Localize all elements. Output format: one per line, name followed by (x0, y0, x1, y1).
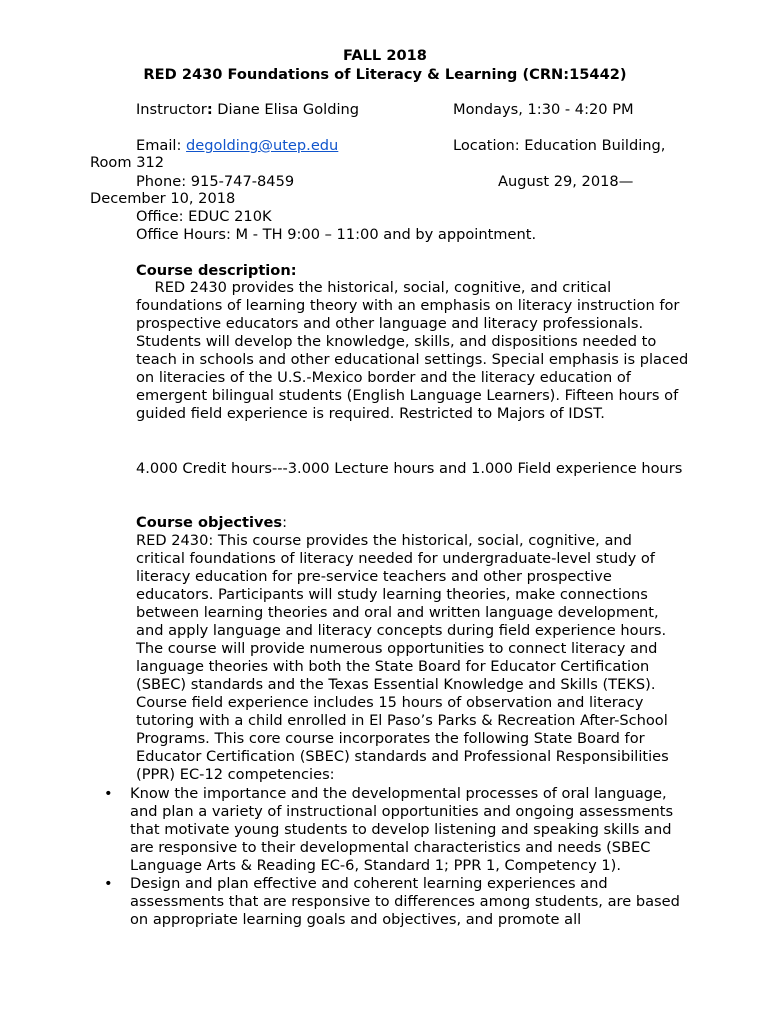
email-line (136, 137, 338, 155)
instructor-label: Instructor (136, 101, 207, 118)
list-item (100, 785, 680, 875)
credit-hours: 4.000 Credit hours---3.000 Lecture hours and 1.000 Field experience hours (136, 460, 683, 477)
phone-line: Phone: 915-747-8459 (136, 173, 295, 190)
dates-line-2: December 10, 2018 (90, 190, 236, 207)
dates-line-1: August 29, 2018— (498, 173, 634, 190)
list-item-text: Know the importance and the developmental processes of oral language, and plan a variety of instructional opportunities and ongoing assessments that motivate young students to develop listening and speaking skills and are responsive to their developmental characteristics and needs (SBEC Language Arts & Reading EC-6, Standard 1; PPR 1, Competency 1). (130, 785, 674, 874)
competency-list (100, 785, 700, 929)
objectives-colon: : (282, 514, 288, 531)
instructor-colon: : (206, 101, 213, 118)
list-item-text: Design and plan effective and coherent learning experiences and assessments that are responsive to differences among students, are based on appropriate learning goals and objectives, and promote all (130, 875, 680, 928)
email-link[interactable]: degolding@utep.edu (186, 137, 339, 154)
description-body: RED 2430 provides the historical, social, cognitive, and critical foundations of learning theory with an emphasis on literacy instruction for prospective educators and other language and literacy professionals. Students will develop the knowledge, skills, and dispositions needed to teach in schools and other educational settings. Special emphasis is placed on literacies of the U.S.-Mexico border and the literacy education of emergent bilingual students (English Language Learners). Fifteen hours of guided field experience is required. Restricted to Majors of IDST. (136, 279, 689, 422)
objectives-body: RED 2430: This course provides the historical, social, cognitive, and critical foundations of literacy needed for undergraduate-level study of literacy education for pre-service teachers and other prospective educators. Participants will study learning theories, make connections between learning theories and oral and written language development, and apply language and literacy concepts during field experience hours. The course will provide numerous opportunities to connect literacy and language theories with both the State Board for Educator Certification (SBEC) standards and the Texas Essential Knowledge and Skills (TEKS). Course field experience includes 15 hours of observation and literacy tutoring with a child enrolled in El Paso’s Parks & Recreation After-School Programs. This core course incorporates the following State Board for Educator Certification (SBEC) standards and Professional Responsibilities (PPR) EC-12 competencies: (136, 532, 669, 783)
bullet-icon: • (104, 875, 113, 892)
objectives-heading: Course objectives (136, 514, 283, 531)
description-heading: Course description: (136, 262, 297, 279)
location-line-1: Location: Education Building, (453, 137, 666, 154)
instructor-name: Diane Elisa Golding (212, 101, 360, 118)
location-line-2: Room 312 (90, 154, 165, 171)
bullet-icon: • (104, 785, 113, 802)
term-heading: FALL 2018 (343, 47, 427, 64)
instructor-line (136, 101, 359, 119)
email-label: Email: (136, 137, 187, 154)
list-item (100, 875, 680, 929)
office-hours-line: Office Hours: M - TH 9:00 – 11:00 and by appointment. (136, 226, 537, 243)
office-line: Office: EDUC 210K (136, 208, 272, 225)
class-schedule: Mondays, 1:30 - 4:20 PM (453, 101, 634, 118)
course-title: RED 2430 Foundations of Literacy & Learning (CRN:15442) (143, 66, 627, 83)
objectives-heading-line (136, 514, 287, 532)
